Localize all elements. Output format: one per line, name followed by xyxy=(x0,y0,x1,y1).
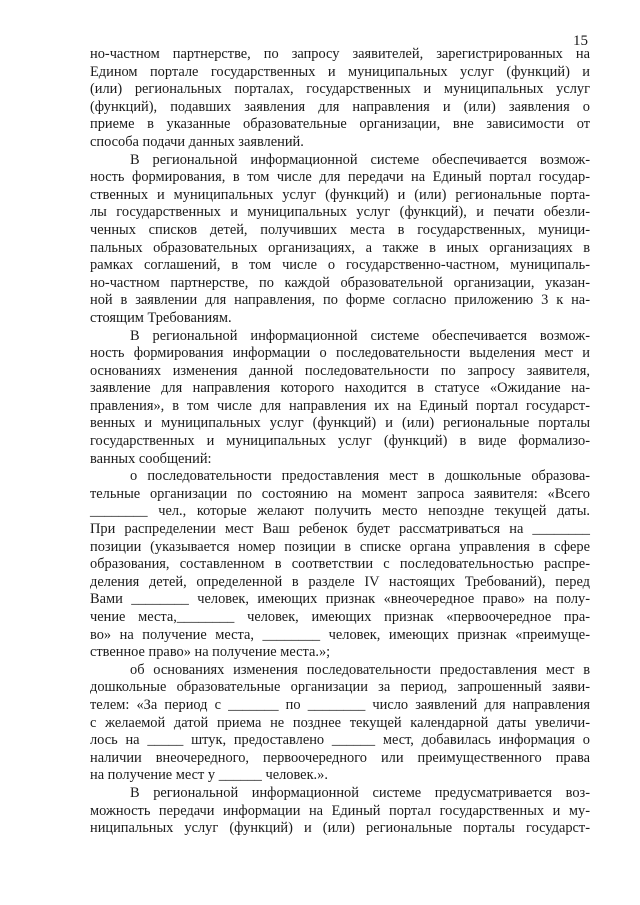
text-line: При распределении мест Ваш ребенок будет рассматриваться на ________ xyxy=(90,521,590,538)
text-line: ________ чел., которые желают получить место непоздне текущей даты. xyxy=(90,503,590,520)
paragraph xyxy=(90,152,590,328)
paragraph xyxy=(90,662,590,785)
paragraph xyxy=(90,328,590,469)
text-line: В региональной информационной системе предусматривается воз- xyxy=(130,784,590,801)
text-line: чение места,________ человек, имеющих признак «первоочередное пра- xyxy=(90,609,590,625)
text-line: об основаниях изменения последовательности предоставления мест в xyxy=(130,661,590,678)
paragraph xyxy=(90,785,590,838)
text-line: ность формирования информации о последовательности выделения мест и xyxy=(90,345,590,362)
text-line: но-частном партнерстве, по запросу заявителей, зарегистрированных на xyxy=(90,46,590,62)
text-line: В региональной информационной системе обеспечивается возмож- xyxy=(130,151,590,168)
text-line: тельные организации по состоянию на момент запроса заявителя: «Всего xyxy=(90,485,590,502)
text-line: с желаемой датой приема не позднее текущей календарной даты увеличи- xyxy=(90,714,590,731)
text-line: пальных образовательных организациях, а также в иных организациях в xyxy=(90,239,590,256)
text-line: Едином портале государственных и муниципальных услуг (функций) и xyxy=(90,63,590,80)
text-line: лось на _____ штук, предоставлено ______ мест, добавилась информация о xyxy=(90,732,590,749)
text-line: лы государственных и муниципальных услуг (функций), и печати обезли- xyxy=(90,204,590,221)
text-line: ной в заявлении для направления, по форме согласно приложению 3 к на- xyxy=(90,292,590,309)
text-line: заявление для направления которого находится в статусе «Ожидание на- xyxy=(90,380,590,397)
text-line: о последовательности предоставления мест в дошкольные образова- xyxy=(130,468,590,485)
text-line: во» на получение места, ________ человек, имеющих признак «преимуще- xyxy=(90,626,590,643)
text-line: позиции (указывается номер позиции в списке органа управления в сфере xyxy=(90,538,590,555)
text-line: дошкольные образовательные организации за период, запрошенный заяви- xyxy=(90,679,590,696)
text-line: основаниях изменения данной последовательности по запросу заявителя, xyxy=(90,362,590,379)
text-line: ственных и муниципальных услуг (функций) и (или) региональные порта- xyxy=(90,186,590,203)
text-line: (или) региональных порталах, государственных и муниципальных услуг xyxy=(90,81,590,98)
text-line: правления», в том числе для направления их на Единый портал государст- xyxy=(90,397,590,414)
text-line: на получение мест у ______ человек.». xyxy=(90,767,328,784)
text-line: но-частном партнерстве, по каждой образовательной организации, указан- xyxy=(90,274,590,291)
text-line: стоящим Требованиям. xyxy=(90,309,232,326)
text-line: ченных списков детей, получивших места в государственных, муници- xyxy=(90,221,590,238)
text-line: можность передачи информации на Единый портал государственных и му- xyxy=(90,802,590,819)
text-line: (функций), подавших заявления для направления и (или) заявления о xyxy=(90,98,590,115)
document-body xyxy=(90,46,590,838)
text-line: ность формирования, в том числе для передачи на Единый портал государ- xyxy=(90,169,590,186)
page-number: 15 xyxy=(573,33,588,49)
text-line: государственных и муниципальных услуг (функций) в виде формализо- xyxy=(90,433,590,450)
text-line: деления детей, определенной в разделе IV настоящих Требований), перед xyxy=(90,573,590,590)
text-line: В региональной информационной системе обеспечивается возмож- xyxy=(130,327,590,344)
text-line: телем: «За период с _______ по ________ число заявлений для направления xyxy=(90,696,590,713)
text-line: рамках соглашений, в том числе о государственно-частном, муниципаль- xyxy=(90,257,590,274)
text-line: ванных сообщений: xyxy=(90,450,212,467)
paragraph xyxy=(90,46,590,152)
text-line: образования, составленном в соответствии с последовательностью распре- xyxy=(90,556,590,573)
text-line: приеме в указанные образовательные организации, вне зависимости от xyxy=(90,116,590,133)
text-line: способа подачи данных заявлений. xyxy=(90,133,304,150)
paragraph xyxy=(90,468,590,662)
text-line: наличии внеочередного, первоочередного или преимущественного права xyxy=(90,749,590,766)
text-line: ниципальных услуг (функций) и (или) региональные порталы государст- xyxy=(90,820,590,837)
text-line: Вами ________ человек, имеющих признак «внеочередное право» на полу- xyxy=(90,591,590,608)
text-line: ственное право» на получение места.»; xyxy=(90,644,331,661)
text-line: венных и муниципальных услуг (функций) и (или) региональные порталы xyxy=(90,415,590,432)
